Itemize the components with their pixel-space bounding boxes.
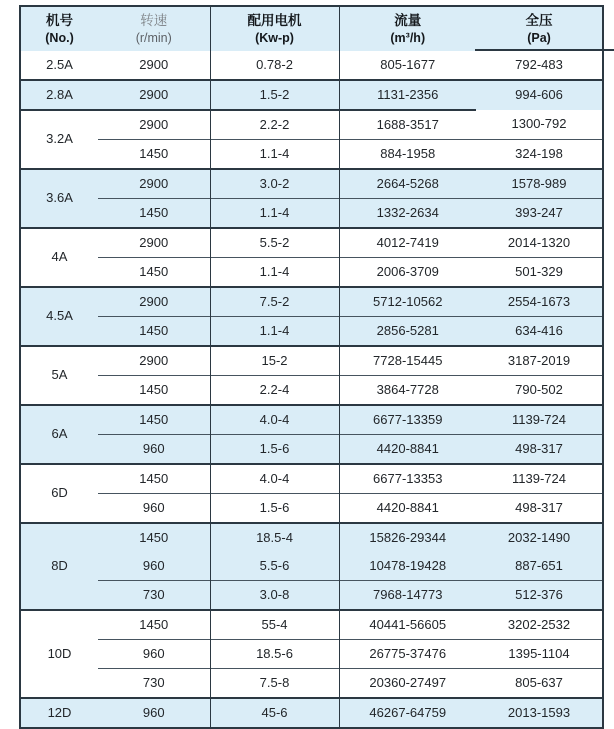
table-row xyxy=(20,228,603,258)
speed-cell: 960 xyxy=(98,698,210,728)
flow-cell: 5712-10562 xyxy=(339,287,476,317)
speed-cell: 960 xyxy=(98,494,210,524)
speed-cell: 1450 xyxy=(98,199,210,229)
model-no-cell: 12D xyxy=(20,698,98,728)
col-header-model-no-zh: 机号 xyxy=(46,13,73,29)
speed-cell: 730 xyxy=(98,669,210,699)
flow-cell: 46267-64759 xyxy=(339,698,476,728)
header-row xyxy=(20,6,603,51)
flow-cell: 6677-13353 xyxy=(339,464,476,494)
pressure-cell: 1139-724 xyxy=(476,464,603,494)
speed-cell: 960 xyxy=(98,640,210,669)
table-row xyxy=(20,346,603,376)
col-header-motor-sub: (Kw-p) xyxy=(255,30,294,45)
flow-cell: 20360-27497 xyxy=(339,669,476,699)
pa-header-underline xyxy=(475,49,614,51)
table-body xyxy=(20,51,603,728)
flow-cell: 2664-5268 xyxy=(339,169,476,199)
flow-cell: 15826-29344 xyxy=(339,523,476,552)
pressure-cell: 790-502 xyxy=(476,376,603,406)
motor-cell: 1.5-6 xyxy=(210,435,339,465)
table-row xyxy=(20,610,603,640)
flow-cell: 10478-19428 xyxy=(339,552,476,581)
speed-cell: 2900 xyxy=(98,110,210,140)
pressure-cell: 634-416 xyxy=(476,317,603,347)
speed-cell: 960 xyxy=(98,552,210,581)
motor-cell: 4.0-4 xyxy=(210,464,339,494)
flow-cell: 7968-14773 xyxy=(339,581,476,611)
flow-cell: 1131-2356 xyxy=(339,80,476,110)
pressure-cell: 994-606 xyxy=(476,80,603,110)
motor-cell: 2.2-4 xyxy=(210,376,339,406)
motor-cell: 3.0-8 xyxy=(210,581,339,611)
pressure-cell: 512-376 xyxy=(476,581,603,611)
table-row xyxy=(20,51,603,80)
flow-cell: 4012-7419 xyxy=(339,228,476,258)
model-no-cell: 10D xyxy=(20,610,98,698)
pressure-cell: 498-317 xyxy=(476,494,603,524)
table-row xyxy=(20,523,603,552)
col-header-pressure-zh: 全压 xyxy=(525,13,553,29)
col-header-pressure xyxy=(476,6,603,51)
table-row xyxy=(20,435,603,465)
table-row xyxy=(20,199,603,229)
pressure-cell: 792-483 xyxy=(515,56,563,72)
motor-cell: 55-4 xyxy=(210,610,339,640)
flow-cell: 6677-13359 xyxy=(339,405,476,435)
col-header-speed-sub: (r/min) xyxy=(135,30,172,45)
speed-cell: 1450 xyxy=(98,258,210,288)
pressure-cell: 498-317 xyxy=(476,435,603,465)
speed-cell: 2900 xyxy=(139,56,169,72)
pressure-cell: 887-651 xyxy=(476,552,603,581)
table-row xyxy=(20,581,603,611)
speed-cell: 2900 xyxy=(98,228,210,258)
flow-cell: 7728-15445 xyxy=(339,346,476,376)
flow-cell: 884-1958 xyxy=(339,140,476,170)
pressure-cell: 1139-724 xyxy=(476,405,603,435)
motor-cell: 1.1-4 xyxy=(210,140,339,170)
table-row xyxy=(20,376,603,406)
flow-cell: 2006-3709 xyxy=(339,258,476,288)
motor-cell: 7.5-8 xyxy=(210,669,339,699)
motor-cell: 1.5-6 xyxy=(210,494,339,524)
model-no-cell: 2.5A xyxy=(46,56,73,72)
model-no-cell: 3.2A xyxy=(20,110,98,169)
model-no-cell: 3.6A xyxy=(20,169,98,228)
model-no-cell: 5A xyxy=(20,346,98,405)
flow-cell: 40441-56605 xyxy=(339,610,476,640)
col-header-pressure-sub: (Pa) xyxy=(527,30,551,45)
speed-cell: 2900 xyxy=(98,80,210,110)
pressure-cell: 2554-1673 xyxy=(476,287,603,317)
motor-cell: 1.1-4 xyxy=(210,317,339,347)
model-no-cell: 4.5A xyxy=(20,287,98,346)
speed-cell: 1450 xyxy=(98,140,210,170)
pressure-cell: 3187-2019 xyxy=(476,346,603,376)
flow-cell: 4420-8841 xyxy=(339,435,476,465)
table-row xyxy=(20,169,603,199)
col-header-flow xyxy=(339,6,476,51)
motor-cell: 1.1-4 xyxy=(210,199,339,229)
speed-cell: 1450 xyxy=(98,376,210,406)
motor-cell: 3.0-2 xyxy=(210,169,339,199)
motor-cell: 5.5-2 xyxy=(210,228,339,258)
table-row xyxy=(20,140,603,170)
pressure-cell: 324-198 xyxy=(476,140,603,170)
table-row xyxy=(20,317,603,347)
pressure-cell: 805-637 xyxy=(476,669,603,699)
col-header-motor-zh: 配用电机 xyxy=(247,13,302,29)
table-row xyxy=(20,552,603,581)
motor-cell: 4.0-4 xyxy=(210,405,339,435)
flow-cell: 805-1677 xyxy=(339,51,476,80)
table-row xyxy=(20,494,603,524)
speed-cell: 730 xyxy=(98,581,210,611)
motor-cell: 1.5-2 xyxy=(210,80,339,110)
speed-cell: 1450 xyxy=(98,610,210,640)
speed-cell: 960 xyxy=(98,435,210,465)
motor-cell: 15-2 xyxy=(210,346,339,376)
motor-cell: 5.5-6 xyxy=(210,552,339,581)
speed-cell: 1450 xyxy=(98,464,210,494)
col-header-speed-zh: 转速 xyxy=(140,13,168,29)
flow-cell: 4420-8841 xyxy=(339,494,476,524)
flow-cell: 1688-3517 xyxy=(339,110,476,140)
motor-cell: 18.5-4 xyxy=(210,523,339,552)
table-row xyxy=(20,287,603,317)
speed-cell: 1450 xyxy=(98,317,210,347)
motor-cell: 45-6 xyxy=(210,698,339,728)
table-row xyxy=(20,80,603,110)
col-header-speed xyxy=(98,6,210,51)
motor-cell: 18.5-6 xyxy=(210,640,339,669)
flow-cell: 2856-5281 xyxy=(339,317,476,347)
flow-cell: 3864-7728 xyxy=(339,376,476,406)
pressure-cell: 1300-792 xyxy=(511,116,567,132)
speed-cell: 2900 xyxy=(98,169,210,199)
motor-cell: 0.78-2 xyxy=(210,51,339,80)
table-row xyxy=(20,669,603,699)
speed-cell: 1450 xyxy=(98,523,210,552)
flow-cell: 26775-37476 xyxy=(339,640,476,669)
table-row xyxy=(20,110,603,140)
speed-cell: 1450 xyxy=(98,405,210,435)
table-row xyxy=(20,464,603,494)
model-no-cell: 4A xyxy=(20,228,98,287)
col-header-flow-sub: (m³/h) xyxy=(390,30,426,45)
pressure-cell: 2014-1320 xyxy=(476,228,603,258)
col-header-flow-zh: 流量 xyxy=(394,13,422,29)
table-row xyxy=(20,405,603,435)
col-header-motor xyxy=(210,6,339,51)
model-no-cell: 2.8A xyxy=(20,80,98,110)
fan-spec-table xyxy=(19,5,604,729)
pressure-cell: 1578-989 xyxy=(476,169,603,199)
motor-cell: 1.1-4 xyxy=(210,258,339,288)
motor-cell: 2.2-2 xyxy=(210,110,339,140)
table-row xyxy=(20,698,603,728)
table-row xyxy=(20,258,603,288)
pressure-cell: 501-329 xyxy=(476,258,603,288)
model-no-cell: 8D xyxy=(20,523,98,610)
motor-cell: 7.5-2 xyxy=(210,287,339,317)
flow-cell: 1332-2634 xyxy=(339,199,476,229)
pressure-cell: 2013-1593 xyxy=(476,698,603,728)
speed-cell: 2900 xyxy=(98,346,210,376)
col-header-model-no xyxy=(20,6,98,51)
pressure-cell: 2032-1490 xyxy=(476,523,603,552)
model-no-cell: 6D xyxy=(20,464,98,523)
pressure-cell: 393-247 xyxy=(476,199,603,229)
pressure-cell: 1395-1104 xyxy=(476,640,603,669)
speed-cell: 2900 xyxy=(98,287,210,317)
col-header-model-no-sub: (No.) xyxy=(45,30,74,45)
table-row xyxy=(20,640,603,669)
pressure-cell: 3202-2532 xyxy=(476,610,603,640)
model-no-cell: 6A xyxy=(20,405,98,464)
